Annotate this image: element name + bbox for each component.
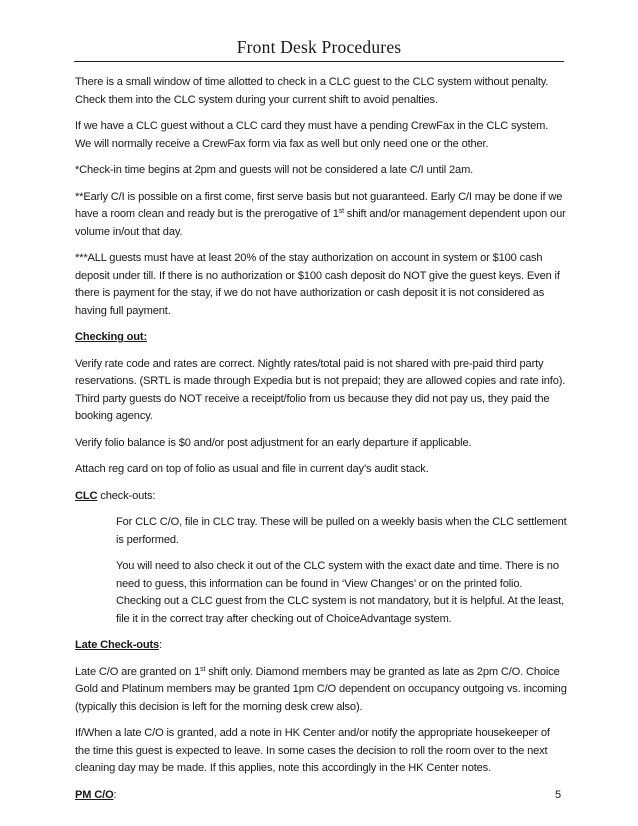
pm-co-heading-colon: : bbox=[113, 788, 117, 801]
clc-checkouts-heading-rest: check-outs: bbox=[97, 489, 156, 502]
checking-out-paragraph-3: Attach reg card on top of folio as usual and file in current day’s audit stack. bbox=[75, 463, 429, 475]
late-checkouts-paragraph-1-end: shift only. Diamond members may be granted as late as 2pm C/O. Choice Gold and Platinum members may be granted 1pm C/O dependent on occupancy outgoing vs. incoming (typically this decision is left for the morning desk crew also). bbox=[75, 665, 567, 713]
late-checkouts-paragraph-1-sup: st bbox=[200, 665, 206, 673]
late-checkouts-paragraph-2: If/When a late C/O is granted, add a note in HK Center and/or notify the appropriate housekeeper of the time this guest is expected to leave. In some cases the decision to roll the room over to the next cleaning day may be made. If this applies, note this accordingly in the HK Center notes. bbox=[75, 727, 550, 774]
intro-paragraph-4 bbox=[75, 189, 567, 242]
intro-paragraph-4-end: shift and/or management dependent upon our volume in/out that day. bbox=[75, 208, 566, 238]
late-checkouts-paragraph-1-start: Late C/O are granted on 1 bbox=[75, 665, 201, 678]
intro-paragraph-5: ***ALL guests must have at least 20% of the stay authorization on account in system or $100 cash deposit under till. If there is no authorization or $100 cash deposit do NOT give the guest keys. Even if there is payment for the stay, if we do not have authorization or cash deposit it is not considered as having full payment. bbox=[75, 252, 560, 317]
document-body bbox=[75, 74, 567, 813]
page-title: Front Desk Procedures bbox=[236, 37, 402, 57]
late-checkouts-heading-colon: : bbox=[159, 639, 162, 651]
late-checkouts-heading-bold: Late Check-outs bbox=[75, 639, 160, 651]
clc-checkouts-heading-bold: CLC bbox=[75, 489, 98, 502]
late-checkouts-heading bbox=[75, 637, 567, 655]
clc-checkouts-heading bbox=[75, 488, 567, 506]
pm-co-heading-bold: PM C/O bbox=[75, 788, 114, 801]
pm-co-heading bbox=[75, 787, 567, 805]
checking-out-heading-text: Checking out: bbox=[75, 331, 148, 343]
clc-checkouts-paragraph-2: You will need to also check it out of the CLC system with the exact date and time. There is no need to guess, this information can be found in ‘View Changes’ or on the printed folio. Checking out a CLC guest from the CLC system is not mandatory, but it is helpful. At the least, file it in the correct tray after checking out of ChoiceAdvantage system. bbox=[116, 560, 565, 625]
intro-paragraph-3: *Check-in time begins at 2pm and guests will not be considered a late C/I until 2am. bbox=[75, 164, 474, 176]
checking-out-paragraph-2: Verify folio balance is $0 and/or post adjustment for an early departure if applicable. bbox=[75, 436, 472, 449]
intro-paragraph-2: If we have a CLC guest without a CLC card they must have a pending CrewFax in the CLC system. We will normally receive a CrewFax form via fax as well but only need one or the other. bbox=[75, 120, 549, 150]
intro-paragraph-1: There is a small window of time allotted to check in a CLC guest to the CLC system without penalty. Check them into the CLC system during your current shift to avoid penalties. bbox=[75, 76, 549, 106]
intro-paragraph-4-start: **Early C/I is possible on a first come, first serve basis but not guaranteed. Early C/I may be done if we have a room clean and ready but is the prerogative of 1 bbox=[75, 190, 563, 220]
header-rule bbox=[74, 61, 564, 62]
late-checkouts-paragraph-1 bbox=[75, 664, 567, 717]
page-number: 5 bbox=[555, 789, 562, 801]
checking-out-paragraph-1: Verify rate code and rates are correct. Nightly rates/total paid is not shared with pre-paid third party reservations. (SRTL is made through Expedia but is not prepaid; they are allowed copies and rate info). Third party guests do NOT receive a receipt/folio from us because they did not pay us, they paid the booking agency. bbox=[75, 357, 566, 422]
intro-paragraph-4-sup: st bbox=[338, 208, 344, 215]
checking-out-heading bbox=[75, 329, 567, 347]
clc-checkouts-paragraph-1: For CLC C/O, file in CLC tray. These will be pulled on a weekly basis when the CLC settlement is performed. bbox=[116, 516, 567, 546]
